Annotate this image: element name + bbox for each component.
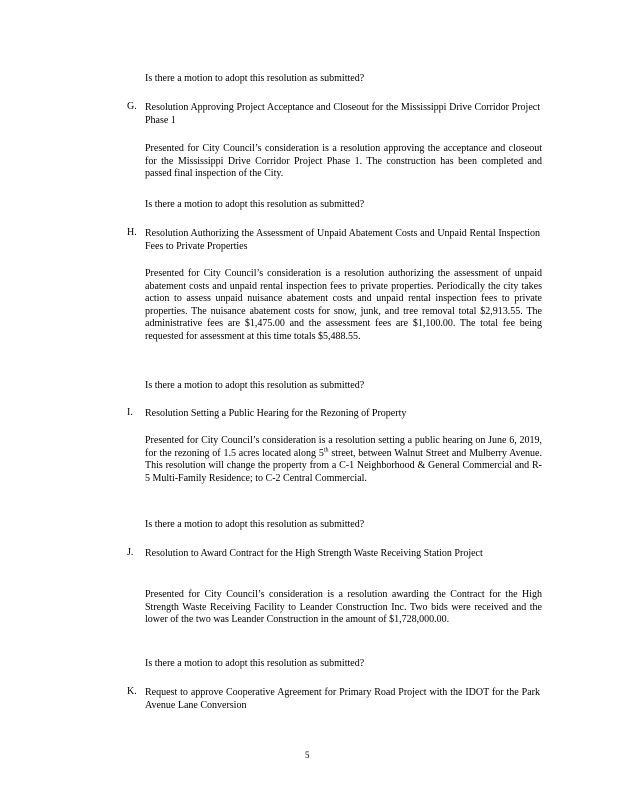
item-title-g: Resolution Approving Project Acceptance and Closeout for the Mississippi Drive Corridor Project Phase 1 <box>145 102 540 126</box>
item-body-h: Presented for City Council’s consideration is a resolution authorizing the assessment of unpaid abatement costs and unpaid rental inspection fees to private properties. Periodically the city takes action to assess unpaid nuisance abatement costs and unpaid rental inspection fees to private properties. The nuisance abatement costs for snow, junk, and tree removal total $2,913.55. The administrative fees are $1,475.00 and the assessment fees are $1,100.00. The total fee being requested for assessment at this time totals $5,488.55. <box>145 268 542 342</box>
motion-question-g: Is there a motion to adopt this resolution as submitted? <box>145 199 365 210</box>
item-letter-h: H. <box>127 227 137 238</box>
item-body-i <box>145 435 542 485</box>
item-body-i-sup: th <box>323 447 329 454</box>
item-body-j: Presented for City Council’s consideration is a resolution awarding the Contract for the High Strength Waste Receiving Facility to Leander Construction Inc. Two bids were received and the lower of the two was Leander Construction in the amount of $1,728,000.00. <box>145 589 542 626</box>
motion-question-h: Is there a motion to adopt this resolution as submitted? <box>145 380 365 391</box>
motion-question-i: Is there a motion to adopt this resolution as submitted? <box>145 519 365 530</box>
item-body-g: Presented for City Council’s consideration is a resolution approving the acceptance and closeout for the Mississippi Drive Corridor Project Phase 1. The construction has been completed and passed final inspection of the City. <box>145 143 542 180</box>
motion-question-j: Is there a motion to adopt this resolution as submitted? <box>145 658 365 669</box>
item-title-i: Resolution Setting a Public Hearing for the Rezoning of Property <box>145 408 407 419</box>
item-body-i-post: street, between Walnut Street and Mulberry Avenue. This resolution will change the property from a C-1 Neighborhood & General Commercial and R-5 Multi-Family Residence; to C-2 Central Commercial. <box>145 447 542 484</box>
item-letter-k: K. <box>127 686 137 697</box>
page-number: 5 <box>305 750 310 760</box>
item-letter-j: J. <box>127 547 134 558</box>
motion-question-f: Is there a motion to adopt this resolution as submitted? <box>145 73 365 84</box>
item-title-h: Resolution Authorizing the Assessment of Unpaid Abatement Costs and Unpaid Rental Inspection Fees to Private Properties <box>145 228 540 252</box>
item-letter-g: G. <box>127 101 137 112</box>
item-letter-i: I. <box>127 407 133 418</box>
item-title-k: Request to approve Cooperative Agreement for Primary Road Project with the IDOT for the Park Avenue Lane Conversion <box>145 687 540 711</box>
item-body-i-pre: Presented for City Council’s consideration is a resolution setting a public hearing on June 6, 2019, for the rezoning of 1.5 acres located along 5 <box>145 435 542 459</box>
item-title-j: Resolution to Award Contract for the High Strength Waste Receiving Station Project <box>145 548 483 559</box>
